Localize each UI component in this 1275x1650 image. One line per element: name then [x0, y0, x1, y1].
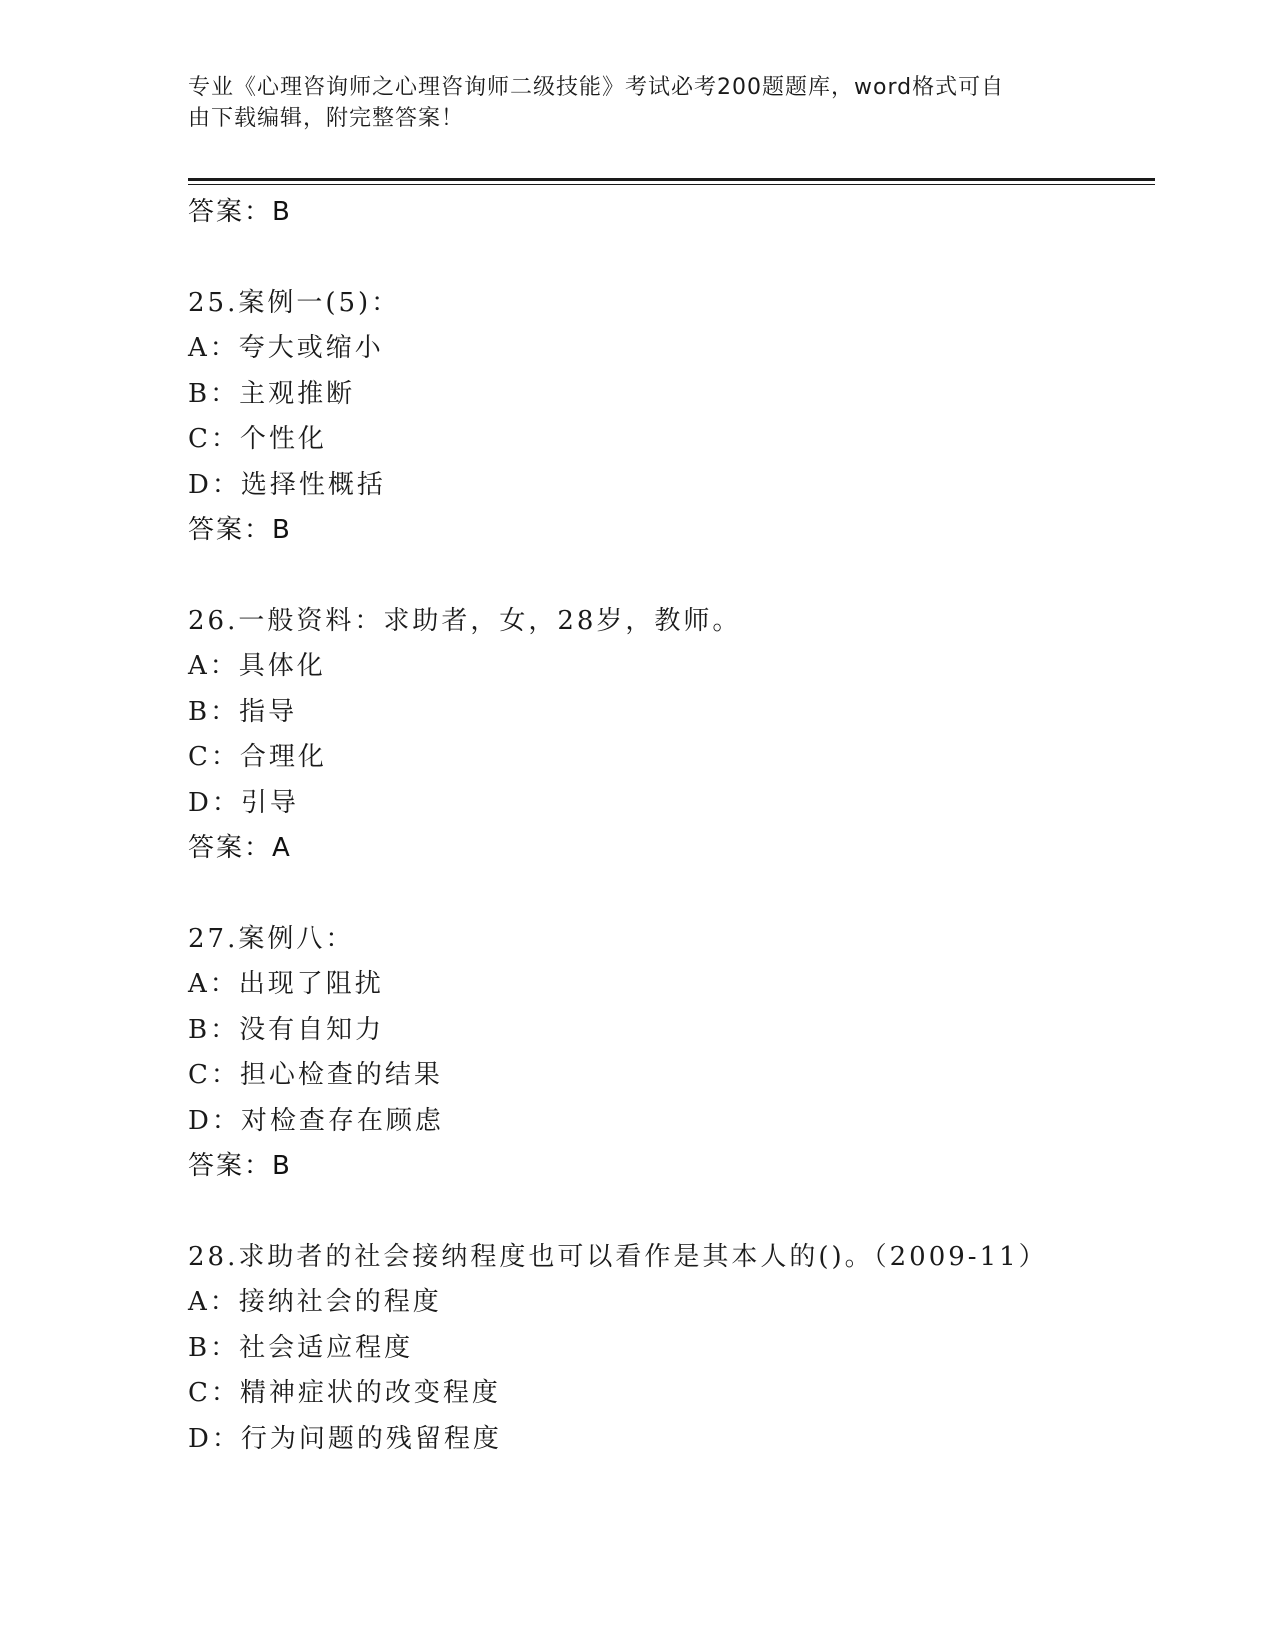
question-stem: 25.案例一(5)： [188, 287, 401, 318]
header-line-1: 专业《心理咨询师之心理咨询师二级技能》考试必考200题题库，word格式可自 [188, 75, 1005, 100]
option-c: C：精神症状的改变程度 [188, 1378, 501, 1408]
question-stem: 27.案例八： [188, 923, 355, 954]
option-b: B：指导 [188, 696, 298, 727]
spacer [188, 1190, 1148, 1235]
option-c: C：担心检查的结果 [188, 1060, 443, 1090]
question-stem: 28.求助者的社会接纳程度也可以看作是其本人的()。（2009-11） [188, 1241, 1048, 1272]
question-stem: 26.一般资料：求助者，女，28岁，教师。 [188, 605, 742, 636]
option-d: D：引导 [188, 787, 299, 818]
option-c: C：合理化 [188, 742, 327, 772]
header-rule-thin [188, 184, 1155, 185]
answer-line: 答案：A [188, 833, 292, 863]
option-b: B：没有自知力 [188, 1014, 385, 1045]
answer-line: 答案：B [188, 1151, 292, 1181]
header-rule-thick [188, 178, 1155, 181]
option-a: A：接纳社会的程度 [188, 1287, 442, 1317]
question-block [188, 917, 1148, 1190]
answer-line: 答案：B [188, 515, 292, 545]
option-d: D：行为问题的残留程度 [188, 1423, 502, 1454]
header-line-2: 由下载编辑，附完整答案！ [188, 106, 465, 131]
option-a: A：出现了阻扰 [188, 969, 384, 999]
option-a: A：夸大或缩小 [188, 333, 384, 363]
option-b: B：主观推断 [188, 378, 356, 409]
option-d: D：选择性概括 [188, 469, 386, 500]
option-d: D：对检查存在顾虑 [188, 1105, 444, 1136]
question-block [188, 599, 1148, 872]
spacer [188, 554, 1148, 599]
spacer [188, 236, 1148, 281]
question-block [188, 281, 1148, 554]
question-list [188, 190, 1148, 1462]
option-c: C：个性化 [188, 424, 327, 454]
question-block [188, 1235, 1148, 1463]
answer-line: 答案：B [188, 197, 292, 227]
document-header [188, 72, 1088, 134]
spacer [188, 872, 1148, 917]
option-b: B：社会适应程度 [188, 1332, 414, 1363]
option-a: A：具体化 [188, 651, 326, 681]
